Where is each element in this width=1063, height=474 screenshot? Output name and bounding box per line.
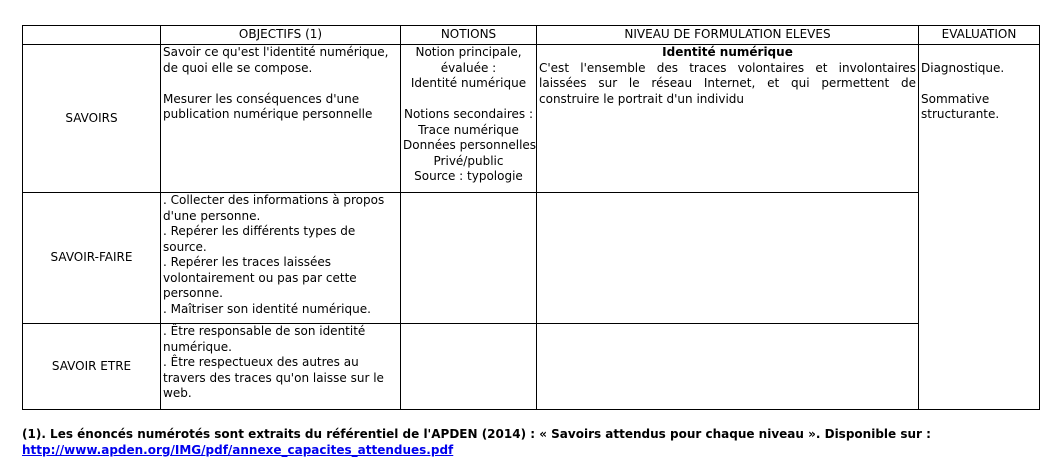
pedagogical-table [22,25,1040,410]
notion-line: évaluée : [440,60,497,75]
spacer [921,76,1037,92]
header-evaluation: EVALUATION [919,26,1040,45]
savoir-faire-objectif-line: . Repérer les différents types de [163,224,356,238]
evaluation-line: Sommative [921,91,990,106]
evaluation-line: Diagnostique. [921,60,1005,75]
savoir-faire-objectifs-cell [161,193,401,324]
header-notions: NOTIONS [401,26,537,45]
savoir-faire-objectif-line: personne. [163,286,223,300]
savoir-etre-objectifs-cell [161,324,401,410]
notion-line: Notion principale, [415,45,522,59]
savoir-faire-objectif-line: volontairement ou pas par cette [163,270,357,285]
savoir-faire-objectif-line: . Repérer les traces laissées [163,255,331,269]
savoirs-objectif-line: de quoi elle se compose. [163,60,313,75]
savoir-faire-objectif-line: d'une personne. [163,208,261,223]
evaluation-line: structurante. [921,107,1000,121]
savoir-etre-objectif-line: . Être respectueux des autres au [163,355,359,369]
savoir-faire-notions-cell [401,193,537,324]
savoir-etre-objectif-line: web. [163,386,192,400]
savoirs-niveau-cell [537,45,919,193]
savoirs-objectif-line: Savoir ce qu'est l'identité numérique, [163,45,389,59]
footnote [22,426,1042,458]
notion-line: Notions secondaires : [403,107,534,121]
notion-line: Données personnelles [403,138,537,152]
savoir-faire-niveau-cell [537,193,919,324]
savoir-etre-objectif-line: numérique. [163,339,232,354]
footnote-text: (1). Les énoncés numérotés sont extraits du référentiel de l'APDEN (2014) : « Savoirs attendus pour chaque niveau ». Disponible sur : [22,427,931,441]
notion-line: Privé/public [433,153,504,168]
header-niveau: NIVEAU DE FORMULATION ELEVES [537,26,919,45]
spacer [163,76,398,92]
notion-line: Source : typologie [414,169,523,183]
notion-line: Trace numérique [418,122,519,137]
row-savoirs [23,45,1040,193]
savoir-etre-objectif-line: travers des traces qu'on laisse sur le [163,370,384,385]
notion-line: Identité numérique [410,76,527,90]
footnote-link[interactable]: http://www.apden.org/IMG/pdf/annexe_capacites_attendues.pdf [22,443,454,457]
savoir-faire-objectif-line: . Maîtriser son identité numérique. [163,301,371,316]
row-label-savoirs: SAVOIRS [23,45,161,193]
spacer [403,92,534,108]
niveau-title: Identité numérique [662,45,793,59]
evaluation-cell [919,45,1040,410]
savoir-etre-notions-cell [401,324,537,410]
row-label-savoir-faire: SAVOIR-FAIRE [23,193,161,324]
savoirs-objectif-line: Mesurer les conséquences d'une [163,91,360,106]
niveau-text: C'est l'ensemble des traces volontaires et involontaires laissées sur le réseau Internet, et qui permettent de construire le portrait d'un individu [539,60,916,106]
header-row [23,26,1040,45]
savoir-faire-objectif-line: . Collecter des informations à propos [163,193,385,207]
savoir-faire-objectif-line: source. [163,239,207,254]
savoirs-objectifs-cell [161,45,401,193]
spacer [921,45,1037,61]
savoirs-objectif-line: publication numérique personnelle [163,107,373,121]
row-savoir-faire [23,193,1040,324]
header-objectifs: OBJECTIFS (1) [161,26,401,45]
row-label-savoir-etre: SAVOIR ETRE [23,324,161,410]
savoir-etre-objectif-line: . Être responsable de son identité [163,324,366,338]
row-savoir-etre [23,324,1040,410]
header-empty [23,26,161,45]
savoirs-notions-cell [401,45,537,193]
savoir-etre-niveau-cell [537,324,919,410]
